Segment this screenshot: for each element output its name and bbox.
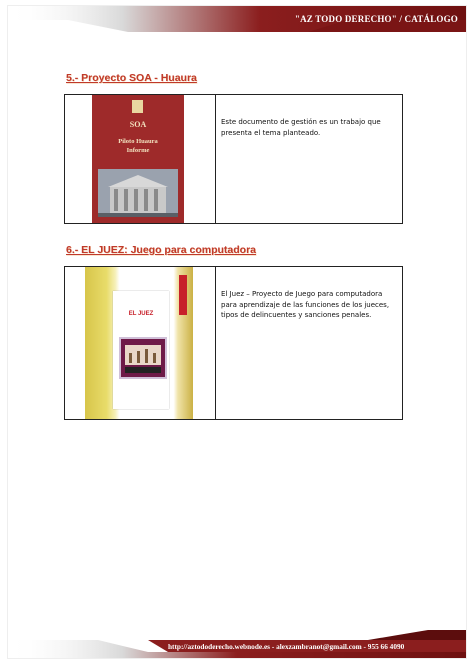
item-table-soa [64,94,403,224]
footer-contact: http://aztododerecho.webnode.es - alexzambranot@gmail.com - 955 66 4090 [168,642,405,651]
cover-subtitle-line1: Piloto Huaura [118,138,158,145]
soa-cover-image [92,95,184,223]
cover-image-cell [65,267,216,419]
section-heading-soa: 5.- Proyecto SOA - Huaura [66,72,197,84]
building-photo [98,169,178,217]
cover-subtitle-line2: Informe [126,147,150,154]
cover-title: EL JUEZ [128,311,154,317]
header-title: "AZ TODO DERECHO" / CATÁLOGO [294,14,458,24]
cover-image-cell [65,95,216,223]
item-description-soa: Este documento de gestión es un trabajo que presenta el tema planteado. [221,118,381,137]
red-bar [179,275,187,315]
item-description-juez: El Juez – Proyecto de Juego para computadora para aprendizaje de las funciones de los jueces, tipos de delincuentes y sanciones penales. [221,290,390,319]
cover-document [113,291,169,409]
game-screenshot [119,337,167,379]
section-heading-juez: 6.- EL JUEZ: Juego para computadora [66,244,257,256]
juez-cover-image [85,267,193,419]
cover-subtitle [92,137,184,155]
cover-title: SOA [129,120,147,129]
seal-icon [132,100,143,113]
item-table-juez [64,266,403,420]
